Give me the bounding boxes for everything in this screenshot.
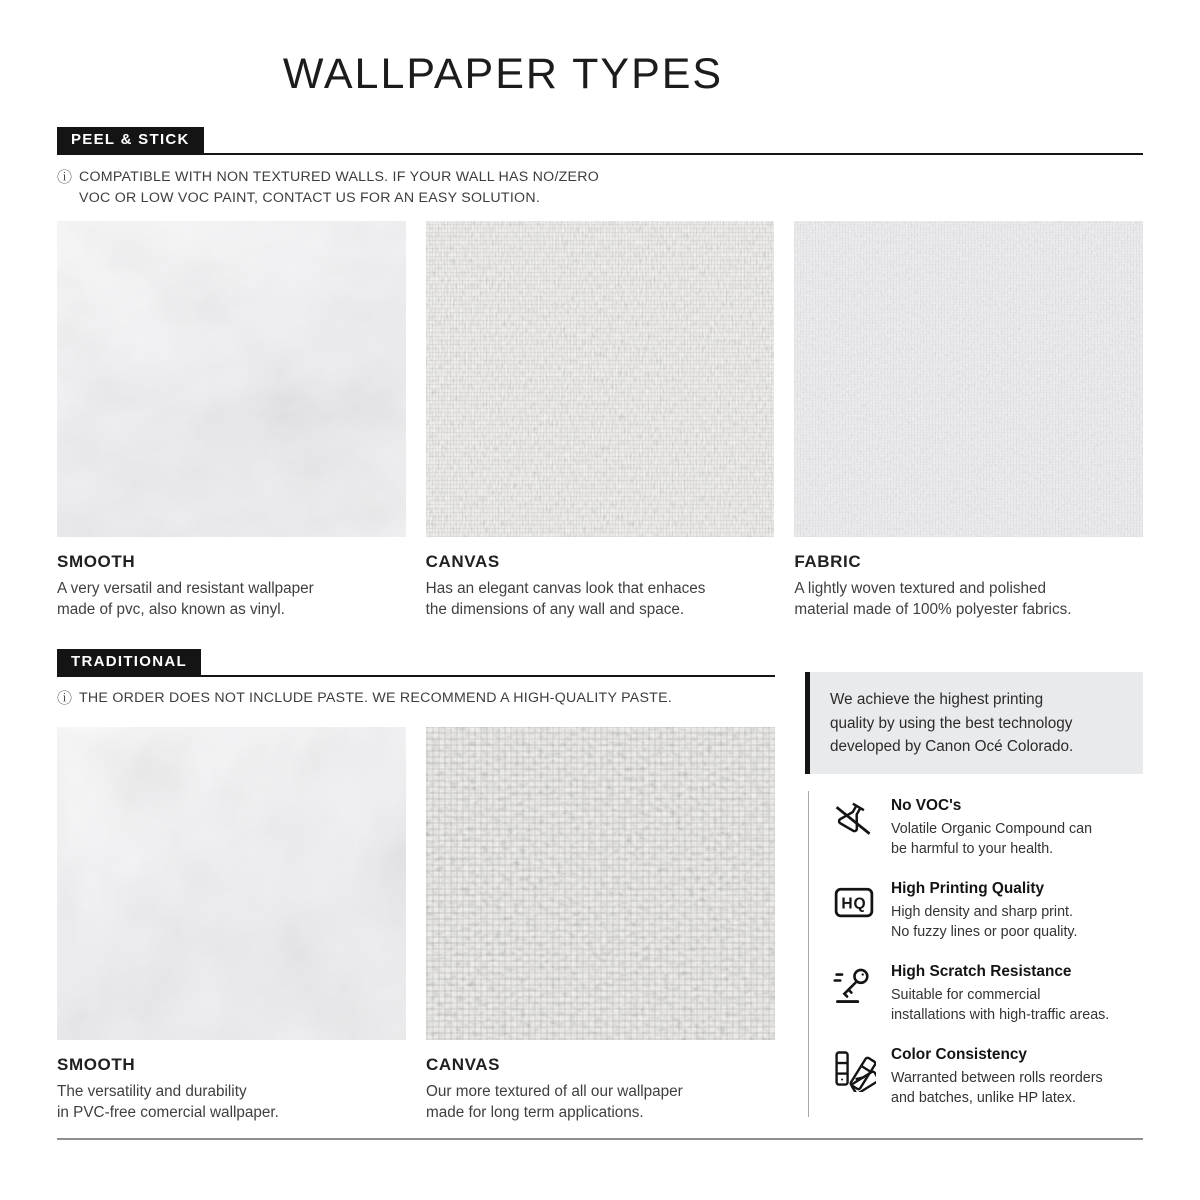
svg-text:HQ: HQ (841, 895, 867, 913)
swatch-description (426, 1081, 775, 1123)
feature-list (808, 791, 1144, 1117)
page-title: WALLPAPER TYPES (282, 50, 724, 98)
desc-line: installations with high-traffic areas. (891, 1007, 1110, 1024)
note-line: COMPATIBLE WITH NON TEXTURED WALLS. IF YOUR WALL HAS NO/ZERO (79, 169, 600, 185)
desc-line: Volatile Organic Compound can (891, 821, 1093, 837)
swatch-title: SMOOTH (57, 552, 136, 571)
desc-line: The versatility and durability (57, 1083, 247, 1100)
quote-line: developed by Canon Océ Colorado. (830, 738, 1074, 756)
quote-line: quality by using the best technology (830, 714, 1073, 732)
feature-description (891, 819, 1092, 859)
note-line: THE ORDER DOES NOT INCLUDE PASTE. WE RECOMMEND A HIGH-QUALITY PASTE. (79, 690, 673, 706)
swatch-title: CANVAS (425, 552, 500, 571)
traditional-swatch-grid (57, 727, 775, 1123)
feature-title: High Printing Quality (891, 880, 1045, 898)
feature-title: High Scratch Resistance (891, 963, 1072, 981)
peel-stick-swatch-grid (57, 221, 1143, 620)
feature-description (891, 985, 1109, 1025)
no-voc-flask-icon (832, 797, 876, 843)
smooth-texture-image (57, 221, 406, 537)
desc-line: material made of 100% polyester fabrics. (794, 601, 1072, 619)
scratch-key-icon (832, 963, 876, 1009)
canvas-texture-image (426, 221, 775, 537)
feature-text (891, 1046, 1103, 1108)
desc-line: Has an elegant canvas look that enhaces (425, 580, 706, 597)
swatch-description (426, 578, 775, 620)
desc-line: made of pvc, also known as vinyl. (57, 601, 285, 619)
note-line: VOC OR LOW VOC PAINT, CONTACT US FOR AN EASY SOLUTION. (79, 190, 541, 206)
feature-description (891, 1068, 1103, 1108)
fabric-texture-image (794, 221, 1143, 537)
swatch-description (57, 1081, 406, 1123)
desc-line: A very versatil and resistant wallpaper (57, 580, 314, 597)
feature-text (891, 797, 1092, 859)
info-icon: ⓘ (57, 169, 73, 186)
swatch-description (57, 578, 406, 620)
swatch-title: CANVAS (426, 1055, 501, 1074)
desc-line: in PVC-free comercial wallpaper. (57, 1104, 279, 1122)
feature-color-consistency (809, 1046, 1144, 1108)
quote-line: We achieve the highest printing (830, 691, 1044, 708)
desc-line: made for long term applications. (426, 1104, 644, 1122)
desc-line: High density and sharp print. (891, 904, 1073, 921)
color-swatches-icon (832, 1046, 876, 1092)
section-badge: TRADITIONAL (57, 649, 201, 675)
footer-divider (57, 1138, 1143, 1140)
swatch-title: FABRIC (794, 552, 862, 571)
section-badge: PEEL & STICK (57, 127, 204, 153)
swatch-peel-smooth (57, 221, 406, 620)
info-icon: ⓘ (57, 690, 73, 707)
swatch-peel-fabric (794, 221, 1143, 620)
desc-line: A lightly woven textured and polished (794, 580, 1047, 597)
feature-text (891, 963, 1109, 1025)
section-header-traditional (57, 649, 775, 677)
desc-line: and batches, unlike HP latex. (891, 1090, 1076, 1107)
note-peel-stick (57, 167, 599, 209)
feature-description (891, 902, 1077, 942)
swatch-peel-canvas (426, 221, 775, 620)
section-header-peel-stick (57, 127, 1143, 155)
swatch-description (794, 578, 1143, 620)
feature-title: No VOC's (891, 797, 962, 814)
feature-high-printing-quality (809, 880, 1144, 942)
desc-line: Suitable for commercial (891, 987, 1041, 1004)
swatch-traditional-smooth (57, 727, 406, 1123)
swatch-title: SMOOTH (57, 1055, 136, 1074)
feature-no-voc (809, 797, 1144, 859)
canvas-texture-image (426, 727, 775, 1040)
desc-line: Warranted between rolls reorders (891, 1070, 1103, 1087)
feature-text (891, 880, 1077, 942)
note-text (79, 688, 672, 709)
swatch-traditional-canvas (426, 727, 775, 1123)
note-text (79, 167, 599, 209)
feature-title: Color Consistency (891, 1046, 1027, 1064)
desc-line: Our more textured of all our wallpaper (426, 1083, 683, 1100)
desc-line: be harmful to your health. (891, 841, 1054, 858)
note-traditional (57, 688, 672, 709)
smooth-texture-image (57, 727, 406, 1040)
desc-line: No fuzzy lines or poor quality. (891, 924, 1078, 941)
feature-high-scratch-resistance (809, 963, 1144, 1025)
printing-quality-quote (805, 672, 1143, 774)
hq-badge-icon (832, 880, 876, 926)
desc-line: the dimensions of any wall and space. (425, 601, 685, 619)
